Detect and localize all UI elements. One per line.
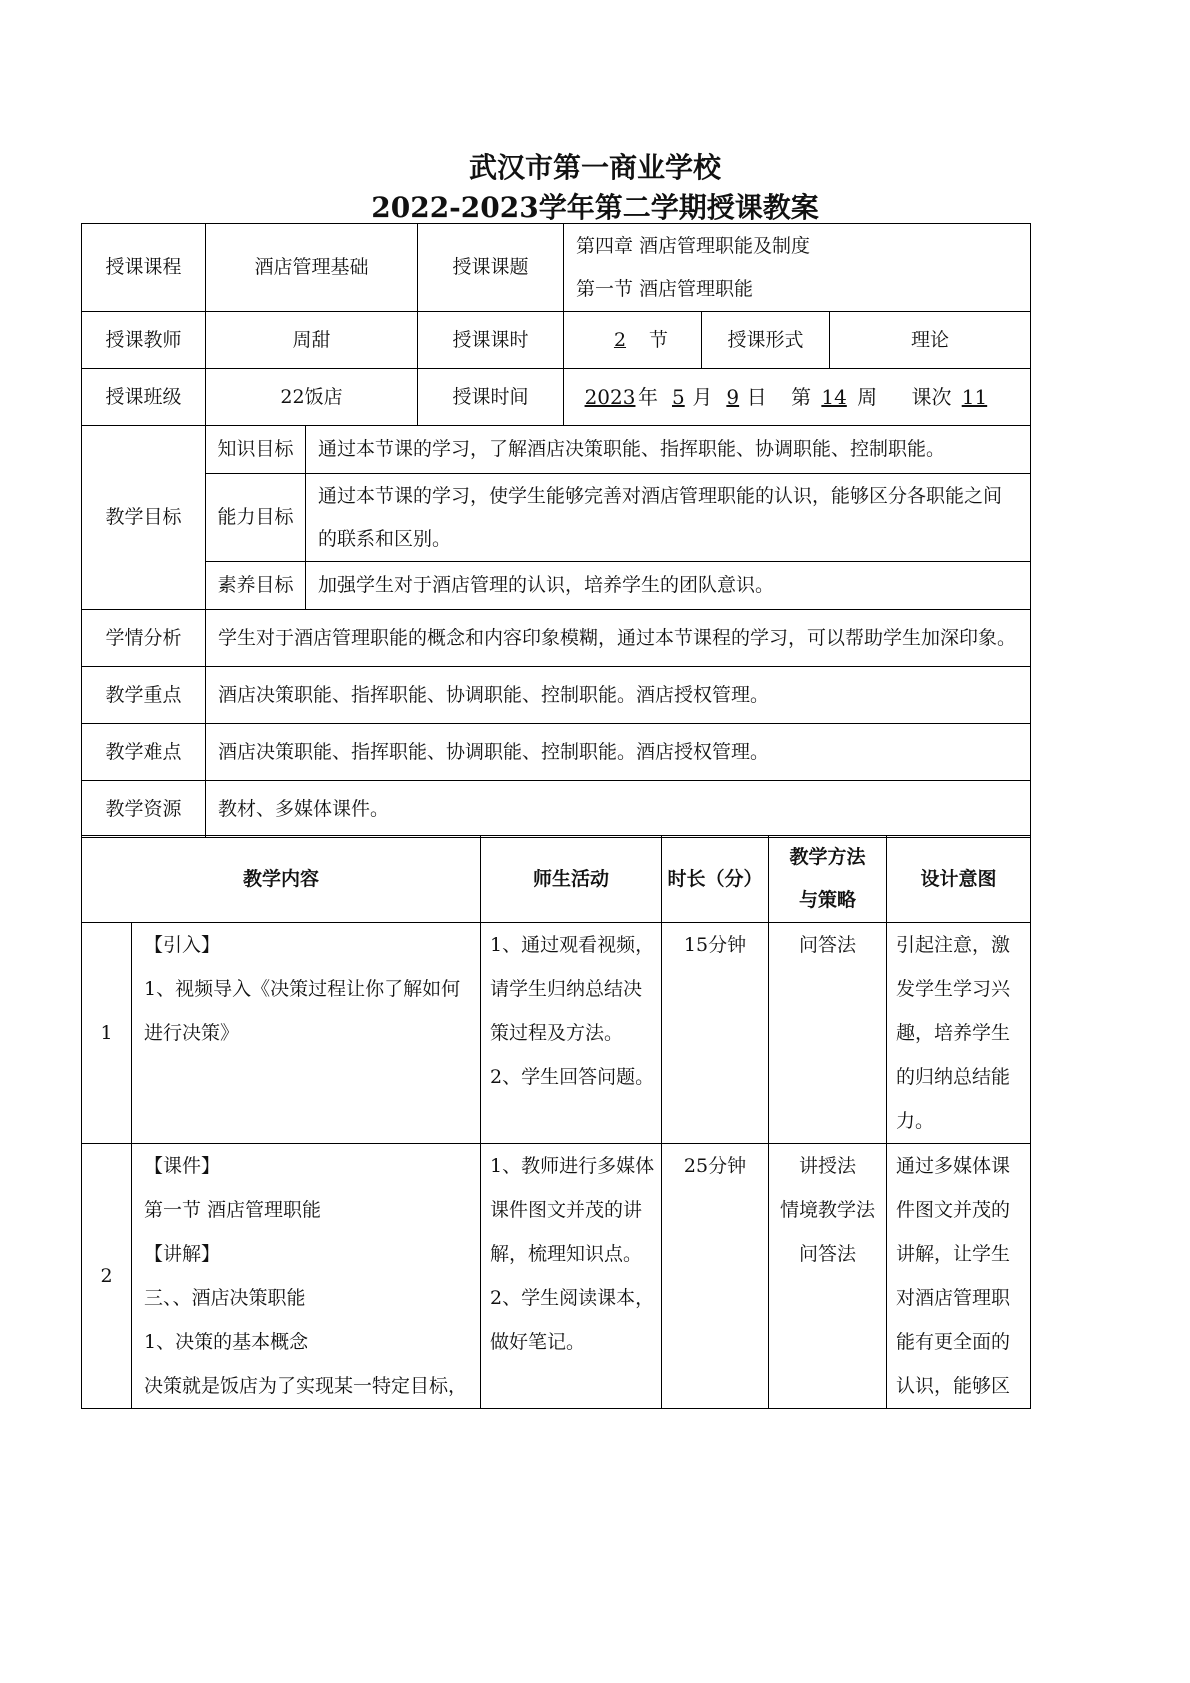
content-line: 【课件】 [144,1155,221,1177]
row-activity [481,1144,662,1409]
info-table [81,223,1031,838]
ability-line-1: 通过本节课的学习，使学生能够完善对酒店管理职能的认识，能够区分各职能之间 [318,484,1003,507]
intent-line: 讲解，让学生 [896,1243,1011,1265]
ability-line-2: 的联系和区别。 [318,527,452,550]
content-line: 1、决策的基本概念 [144,1331,309,1353]
row-content [132,1144,481,1409]
ability-label: 能力目标 [206,474,306,562]
content-line: 第一节 酒店管理职能 [144,1199,322,1221]
content-line: 【讲解】 [144,1243,221,1265]
table-row [82,1144,1031,1409]
form-label: 授课形式 [702,312,830,369]
topic-value [564,224,1031,312]
topic-line-2: 第一节 酒店管理职能 [576,277,754,300]
intent-line: 对酒店管理职 [896,1287,1011,1309]
row-intent [887,923,1031,1144]
content-line: 1、视频导入《决策过程让你了解如何 [144,978,461,1000]
row-number: 1 [82,923,132,1144]
activity-line: 2、学生回答问题。 [490,1066,655,1088]
resources-text: 教材、多媒体课件。 [206,781,1031,838]
time-value [564,369,1031,426]
intent-line: 认识，能够区 [896,1375,1011,1397]
day-value: 9 [726,384,740,409]
plan-table [81,835,1031,1409]
teacher-value: 周甜 [206,312,418,369]
key-points-label: 教学重点 [82,667,206,724]
intent-line: 能有更全面的 [896,1331,1011,1353]
activity-line: 解，梳理知识点。 [490,1243,643,1265]
header-activity: 师生活动 [481,836,662,923]
hours-label: 授课课时 [418,312,564,369]
week-unit: 周 [857,384,878,409]
activity-line: 请学生归纳总结决 [490,978,643,1000]
content-line: 决策就是饭店为了实现某一特定目标， [144,1375,468,1397]
intent-line: 通过多媒体课 [896,1155,1011,1177]
table-row [82,923,1031,1144]
day-unit: 日 [746,384,767,409]
course-label: 授课课程 [82,224,206,312]
activity-line: 2、学生阅读课本， [490,1287,655,1309]
hours-number: 2 [613,328,627,351]
intent-line: 件图文并茂的 [896,1199,1011,1221]
activity-line: 课件图文并茂的讲 [490,1199,643,1221]
hours-value [564,312,702,369]
header-method-line-1: 教学方法 [789,846,866,868]
topic-label: 授课课题 [418,224,564,312]
topic-line-1: 第四章 酒店管理职能及制度 [576,234,811,257]
intent-line: 趣，培养学生 [896,1022,1011,1044]
difficulties-text: 酒店决策职能、指挥职能、协调职能、控制职能。酒店授权管理。 [206,724,1031,781]
lesson-value: 11 [961,384,988,409]
method-line: 问答法 [799,1243,857,1265]
row-number: 2 [82,1144,132,1409]
week-value: 14 [821,384,847,409]
month-value: 5 [672,384,685,409]
knowledge-text: 通过本节课的学习，了解酒店决策职能、指挥职能、协调职能、控制职能。 [306,426,1031,474]
class-value: 22饭店 [206,369,418,426]
time-label: 授课时间 [418,369,564,426]
row-activity [481,923,662,1144]
plan-title: 2022-2023学年第二学期授课教案 [371,191,819,224]
analysis-text: 学生对于酒店管理职能的概念和内容印象模糊，通过本节课程的学习，可以帮助学生加深印象。 [206,610,1031,667]
header-method [769,836,887,923]
month-unit: 月 [692,384,713,409]
row-duration: 25分钟 [662,1144,769,1409]
content-line: 【引入】 [144,934,221,956]
row-method [769,1144,887,1409]
teacher-label: 授课教师 [82,312,206,369]
activity-line: 1、通过观看视频， [490,934,655,956]
week-prefix: 第 [791,384,812,409]
objectives-label: 教学目标 [82,426,206,610]
method-line: 问答法 [799,934,857,956]
activity-line: 做好笔记。 [490,1331,586,1353]
year-unit: 年 [638,384,659,409]
lesson-label: 课次 [911,384,952,409]
row-method [769,923,887,1144]
analysis-label: 学情分析 [82,610,206,667]
form-value: 理论 [830,312,1031,369]
header-intent: 设计意图 [887,836,1031,923]
header-method-line-2: 与策略 [799,889,857,911]
row-content [132,923,481,1144]
method-line: 讲授法 [799,1155,857,1177]
key-points-text: 酒店决策职能、指挥职能、协调职能、控制职能。酒店授权管理。 [206,667,1031,724]
row-intent [887,1144,1031,1409]
content-line: 进行决策》 [144,1022,240,1044]
course-value: 酒店管理基础 [206,224,418,312]
quality-text: 加强学生对于酒店管理的认识，培养学生的团队意识。 [306,562,1031,610]
intent-line: 引起注意，激 [896,934,1011,956]
header-content: 教学内容 [82,836,481,923]
ability-text [306,474,1031,562]
difficulties-label: 教学难点 [82,724,206,781]
intent-line: 力。 [896,1110,935,1132]
resources-label: 教学资源 [82,781,206,838]
quality-label: 素养目标 [206,562,306,610]
class-label: 授课班级 [82,369,206,426]
intent-line: 发学生学习兴 [896,978,1011,1000]
hours-unit: 节 [649,328,669,351]
intent-line: 的归纳总结能 [896,1066,1011,1088]
school-name: 武汉市第一商业学校 [468,151,721,184]
method-line: 情境教学法 [780,1199,876,1221]
header-duration: 时长（分） [662,836,769,923]
knowledge-label: 知识目标 [206,426,306,474]
content-line: 三、、酒店决策职能 [144,1287,306,1309]
activity-line: 1、教师进行多媒体 [490,1155,655,1177]
year-value: 2023 [584,384,636,409]
row-duration: 15分钟 [662,923,769,1144]
activity-line: 策过程及方法。 [490,1022,624,1044]
